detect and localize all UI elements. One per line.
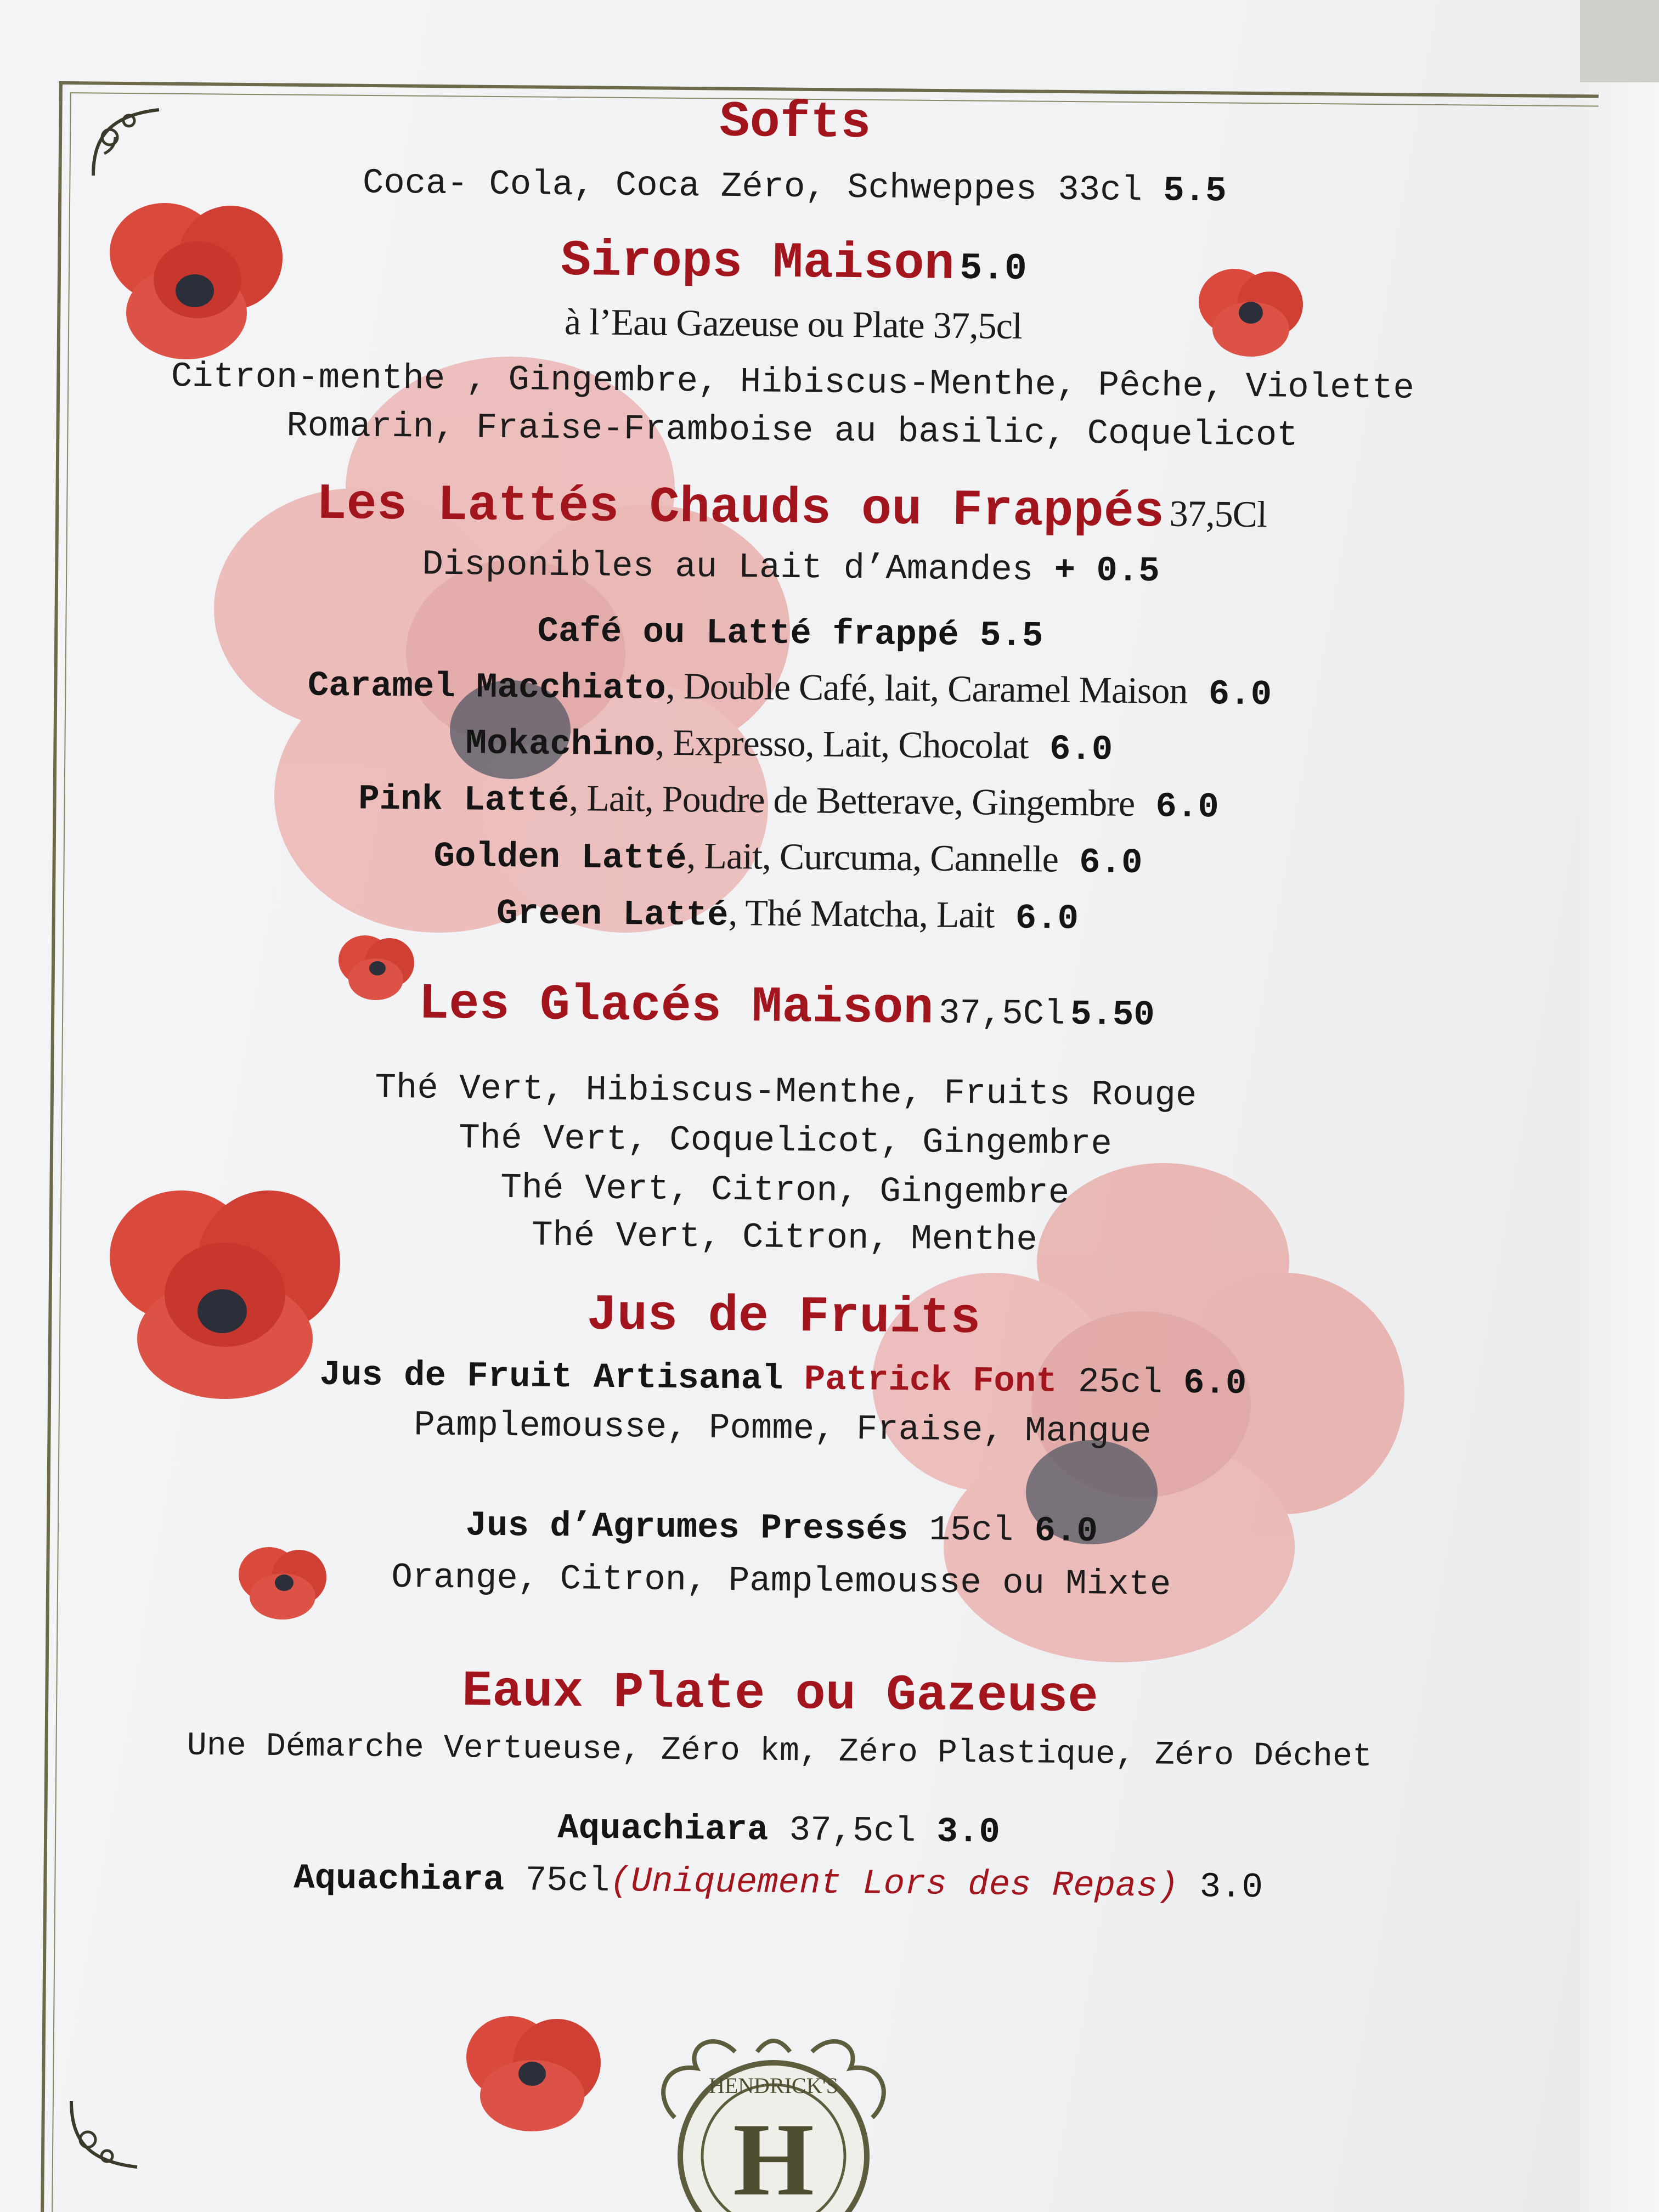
section-price: 5.50 — [1070, 995, 1155, 1036]
item-description: , Lait, Curcuma, Cannelle — [686, 834, 1059, 880]
item-size: 75cl — [525, 1861, 610, 1901]
item-name: Aquachiara — [557, 1808, 769, 1850]
item-price: 6.0 — [1015, 899, 1079, 940]
item-size: 37,5cl — [789, 1811, 916, 1852]
menu-item-jus-artisanal — [70, 1355, 1496, 1404]
subtitle-text: Disponibles au Lait d’Amandes — [422, 545, 1034, 591]
menu-item-jus-agrumes — [69, 1504, 1495, 1553]
menu-item — [77, 610, 1503, 658]
list-item: Thé Vert, Hibiscus-Menthe, Fruits Rouge — [375, 1068, 1197, 1116]
item-price: 5.5 — [979, 616, 1043, 657]
list-item: Thé Vert, Citron, Gingembre — [500, 1168, 1070, 1214]
menu-item — [65, 1806, 1492, 1855]
section-header-glaces — [74, 975, 1500, 1040]
item-name: Mokachino — [465, 724, 656, 766]
item-description: , Expresso, Lait, Chocolat — [655, 721, 1029, 767]
item-price: 6.0 — [1155, 787, 1220, 828]
item-price: 6.0 — [1183, 1363, 1247, 1404]
section-title-lattes: Les Lattés Chauds ou Frappés — [315, 475, 1165, 541]
item-name: Green Latté — [496, 894, 729, 936]
corner-ornament-icon — [66, 2096, 143, 2172]
section-subtitle — [77, 544, 1504, 592]
item-name: Aquachiara — [293, 1859, 505, 1901]
menu-item — [75, 831, 1502, 884]
flavors-line: Citron-menthe , Gingembre, Hibiscus-Menthe, Pêche, Violette — [171, 357, 1415, 409]
item-description: , Lait, Poudre de Betterave, Gingembre — [569, 777, 1135, 824]
logo-initial: H — [733, 2102, 814, 2212]
item-price: 6.0 — [1049, 730, 1113, 770]
menu-item — [75, 774, 1502, 828]
item-description: , Thé Matcha, Lait — [728, 891, 995, 936]
section-title-sirops: Sirops Maison — [560, 232, 955, 294]
hendricks-logo — [653, 2030, 894, 2212]
logo-text: HENDRICK'S — [708, 2073, 839, 2098]
item-size: 15cl — [929, 1510, 1014, 1551]
item-name: Café ou Latté frappé — [537, 612, 960, 656]
section-header-sirops — [81, 232, 1508, 296]
item-price: 6.0 — [1208, 675, 1272, 715]
menu-item — [74, 887, 1501, 941]
list-item: Thé Vert, Coquelicot, Gingembre — [458, 1119, 1113, 1165]
section-title-glaces: Les Glacés Maison — [418, 975, 934, 1038]
item-price: 3.0 — [936, 1812, 1001, 1853]
item-name: Jus de Fruit Artisanal — [319, 1355, 783, 1400]
item-description: , Double Café, lait, Caramel Maison — [665, 664, 1188, 712]
section-title-softs: Softs — [719, 93, 871, 153]
section-header-lattes — [78, 477, 1505, 541]
section-price: 5.0 — [959, 247, 1028, 291]
item-brand: Patrick Font — [804, 1360, 1057, 1402]
section-size: 37,5Cl — [1169, 492, 1267, 535]
flavors-line: Orange, Citron, Pamplemousse ou Mixte — [391, 1558, 1171, 1605]
menu-content — [65, 81, 1509, 1908]
menu-item-softs — [81, 163, 1508, 212]
item-price: 6.0 — [1034, 1511, 1098, 1552]
glaces-list — [71, 1068, 1499, 1262]
menu-item — [76, 718, 1503, 771]
flavors-line: Romarin, Fraise-Framboise au basilic, Coquelicot — [286, 407, 1299, 456]
item-price: 6.0 — [1079, 843, 1143, 884]
item-price: 5.5 — [1163, 171, 1227, 212]
menu-item — [76, 661, 1503, 715]
item-name: Caramel Macchiato — [307, 666, 667, 709]
item-size: 25cl — [1077, 1363, 1163, 1403]
latte-list — [74, 610, 1503, 941]
section-size: 37,5Cl — [938, 994, 1065, 1035]
section-title-eaux: Eaux Plate ou Gazeuse — [461, 1662, 1099, 1726]
item-note: (Uniquement Lors des Repas) — [610, 1861, 1179, 1907]
section-title-jus: Jus de Fruits — [586, 1286, 981, 1348]
item-price: 3.0 — [1199, 1867, 1263, 1908]
list-item: Thé Vert, Citron, Menthe — [531, 1216, 1038, 1261]
item-description: Coca- Cola, Coca Zéro, Schweppes 33cl — [362, 163, 1143, 211]
item-name: Jus d’Agrumes Pressés — [465, 1506, 909, 1550]
section-subtitle: à l’Eau Gazeuse ou Plate 37,5cl — [564, 300, 1023, 347]
section-subtitle: Une Démarche Vertueuse, Zéro km, Zéro Plastique, Zéro Déchet — [187, 1727, 1373, 1776]
item-name: Golden Latté — [433, 837, 687, 879]
flavors-line: Pamplemousse, Pomme, Fraise, Mangue — [414, 1406, 1152, 1453]
extra-price: + 0.5 — [1054, 551, 1160, 592]
item-name: Pink Latté — [358, 780, 569, 822]
